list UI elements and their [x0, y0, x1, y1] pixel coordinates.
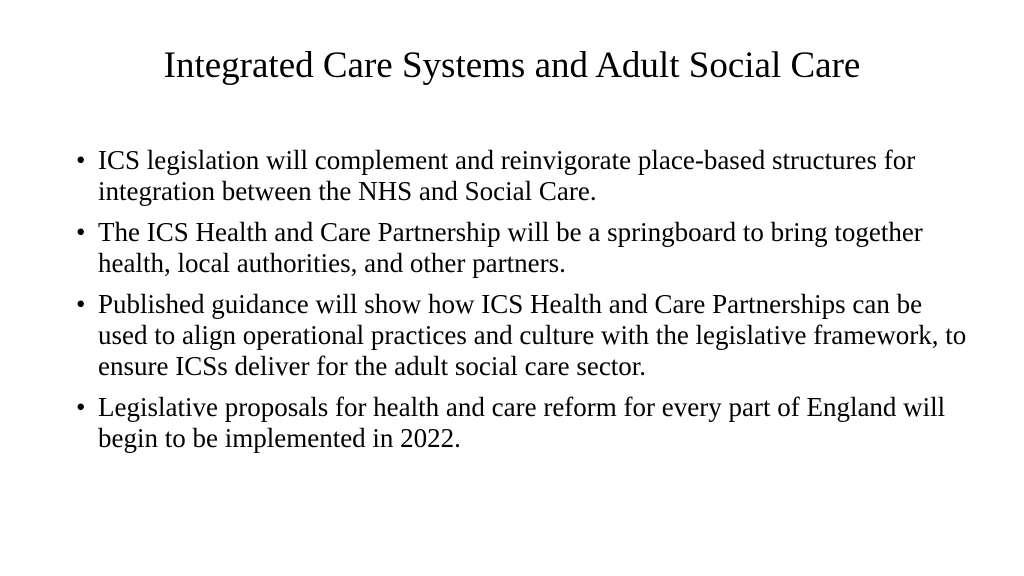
bullet-text: Published guidance will show how ICS Health and Care Partnerships can be used to align operational practices and culture with the legislative framework, to ensure ICSs deliver for the adult social care sector. [98, 289, 967, 381]
slide-title: Integrated Care Systems and Adult Social Care [163, 45, 861, 86]
bullet-text: ICS legislation will complement and reinvigorate place-based structures for integration between the NHS and Social Care. [98, 145, 916, 206]
bullet-text: The ICS Health and Care Partnership will be a springboard to bring together health, local authorities, and other partners. [98, 217, 923, 278]
bullet-list [72, 145, 972, 464]
bullet-item [72, 392, 972, 454]
bullet-dot-icon: • [76, 145, 86, 175]
bullet-item [72, 145, 972, 207]
bullet-item [72, 289, 972, 382]
bullet-item [72, 217, 972, 279]
bullet-dot-icon: • [76, 217, 86, 247]
bullet-text: Legislative proposals for health and care reform for every part of England will begin to be implemented in 2022. [98, 392, 946, 453]
bullet-dot-icon: • [76, 392, 86, 422]
bullet-dot-icon: • [76, 289, 86, 319]
